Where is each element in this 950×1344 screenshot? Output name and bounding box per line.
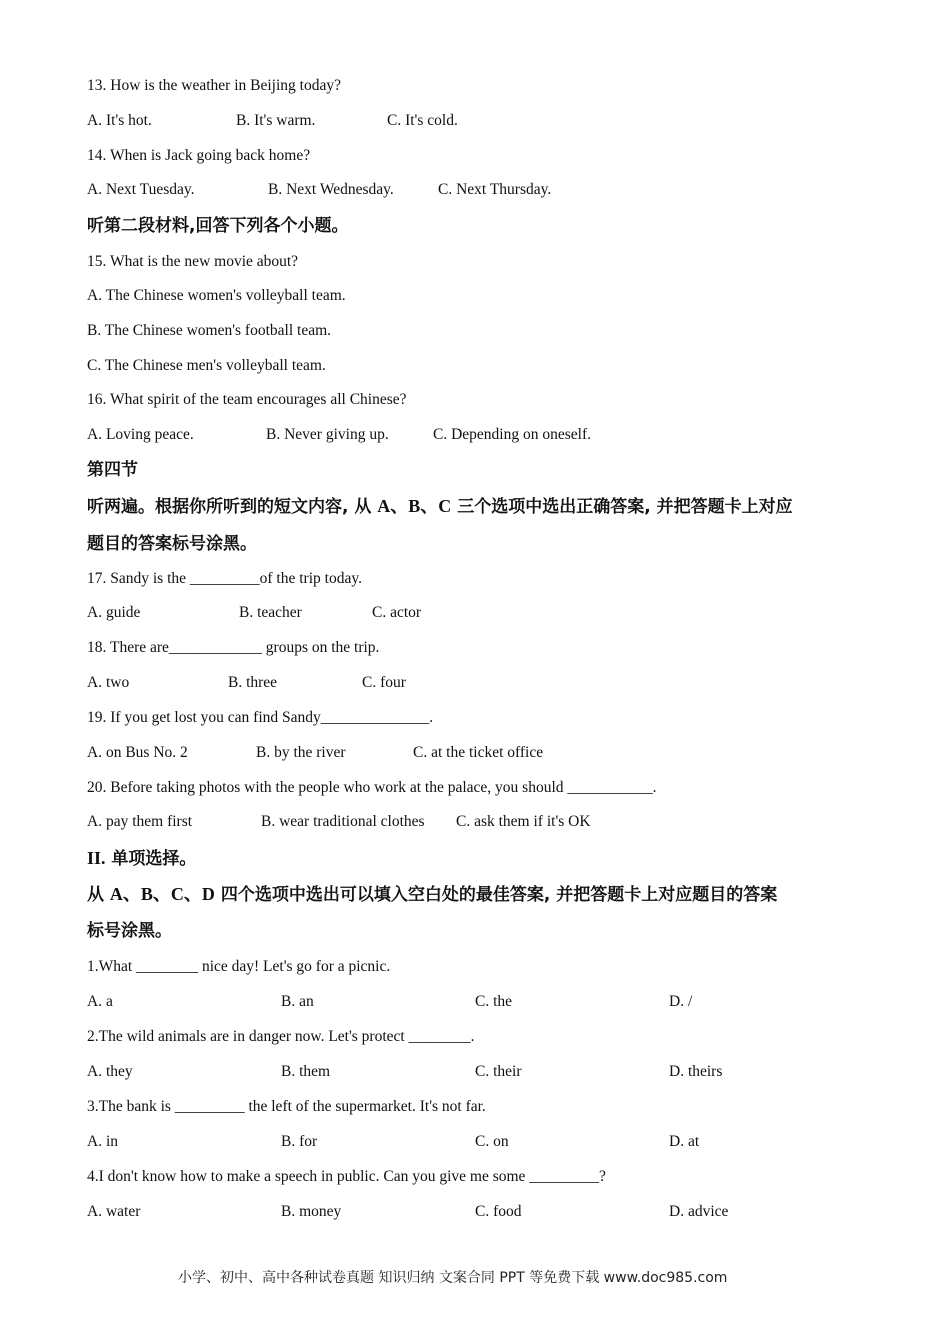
question-18: 18. There are____________ groups on the trip. (87, 639, 380, 656)
question-17-options (87, 603, 687, 623)
option-b: B. Next Wednesday. (268, 181, 394, 198)
question-13-options (87, 111, 687, 131)
question-2-options (87, 1062, 787, 1082)
question-16-options (87, 425, 687, 445)
question-15-option-c: C. The Chinese men's volleyball team. (87, 357, 326, 374)
option-a: A. guide (87, 604, 141, 621)
question-15-option-b: B. The Chinese women's football team. (87, 322, 332, 339)
option-a: A. two (87, 674, 130, 691)
question-19: 19. If you get lost you can find Sandy______________. (87, 709, 434, 726)
option-a: A. in (87, 1133, 118, 1150)
part-4-instruction-line-1 (87, 495, 793, 518)
option-a: A. a (87, 993, 113, 1010)
question-15: 15. What is the new movie about? (87, 253, 299, 270)
option-b: B. them (281, 1063, 331, 1080)
instruction-text: 三个选项中选出正确答案, 并把答题卡上对应 (451, 497, 793, 517)
option-d: D. at (669, 1133, 700, 1150)
option-d: D. theirs (669, 1063, 723, 1080)
option-a: A. Loving peace. (87, 426, 194, 443)
question-18-options (87, 673, 687, 693)
question-20-options (87, 812, 687, 832)
option-b: B. by the river (256, 744, 346, 761)
option-a: A. they (87, 1063, 133, 1080)
option-c: C. at the ticket office (413, 744, 544, 761)
question-16: 16. What spirit of the team encourages all Chinese? (87, 391, 407, 408)
option-c: C. actor (372, 604, 422, 621)
question-1: 1.What ________ nice day! Let's go for a picnic. (87, 958, 391, 975)
section-ii-instruction-line-2: 标号涂黑。 (87, 921, 172, 941)
question-14-options (87, 180, 687, 200)
instruction-text: 听两遍。根据你所听到的短文内容, 从 (87, 497, 378, 517)
instruction-text: 从 (87, 885, 110, 905)
option-b: B. teacher (239, 604, 302, 621)
question-15-option-a: A. The Chinese women's volleyball team. (87, 287, 346, 304)
part-4-heading: 第四节 (87, 460, 138, 480)
section-ii-instruction-line-1 (87, 883, 777, 906)
section-numeral: II. (87, 848, 106, 868)
section-title: 单项选择。 (105, 849, 197, 869)
section-2-heading: 听第二段材料,回答下列各个小题。 (87, 216, 349, 236)
option-b: B. for (281, 1133, 318, 1150)
option-c: C. ask them if it's OK (456, 813, 591, 830)
section-ii-heading (87, 847, 196, 870)
option-a: A. pay them first (87, 813, 193, 830)
option-c: C. four (362, 674, 406, 691)
question-17: 17. Sandy is the _________of the trip today. (87, 570, 362, 587)
option-c: C. on (475, 1133, 509, 1150)
part-4-instruction-line-2: 题目的答案标号涂黑。 (87, 534, 257, 554)
option-b: B. an (281, 993, 314, 1010)
question-2: 2.The wild animals are in danger now. Let's protect ________. (87, 1028, 475, 1045)
question-20: 20. Before taking photos with the people who work at the palace, you should ___________. (87, 779, 657, 796)
option-c: C. the (475, 993, 513, 1010)
option-c: C. It's cold. (387, 112, 458, 129)
option-a: A. Next Tuesday. (87, 181, 195, 198)
question-4: 4.I don't know how to make a speech in public. Can you give me some _________? (87, 1168, 606, 1185)
option-c: C. Depending on oneself. (433, 426, 591, 443)
option-c: C. their (475, 1063, 522, 1080)
option-d: D. advice (669, 1203, 729, 1220)
option-b: B. It's warm. (236, 112, 316, 129)
option-c: C. food (475, 1203, 522, 1220)
option-b: B. wear traditional clothes (261, 813, 425, 830)
option-b: B. three (228, 674, 278, 691)
option-a: A. water (87, 1203, 141, 1220)
question-13: 13. How is the weather in Beijing today? (87, 77, 341, 94)
option-a: A. It's hot. (87, 112, 152, 129)
option-c: C. Next Thursday. (438, 181, 552, 198)
question-1-options (87, 992, 787, 1012)
question-3-options (87, 1132, 787, 1152)
instruction-text: 四个选项中选出可以填入空白处的最佳答案, 并把答题卡上对应题目的答案 (214, 885, 778, 905)
option-b: B. money (281, 1203, 342, 1220)
instruction-option-letters: A、B、C、D (109, 884, 215, 904)
option-b: B. Never giving up. (266, 426, 389, 443)
page-footer-watermark: 小学、初中、高中各种试卷真题 知识归纳 文案合同 PPT 等免费下载 www.doc985.com (178, 1270, 728, 1286)
instruction-option-letters: A、B、C (377, 496, 452, 516)
option-a: A. on Bus No. 2 (87, 744, 188, 761)
question-4-options (87, 1202, 787, 1222)
question-14: 14. When is Jack going back home? (87, 147, 311, 164)
question-19-options (87, 743, 687, 763)
option-d: D. / (669, 993, 693, 1010)
question-3: 3.The bank is _________ the left of the supermarket. It's not far. (87, 1098, 486, 1115)
